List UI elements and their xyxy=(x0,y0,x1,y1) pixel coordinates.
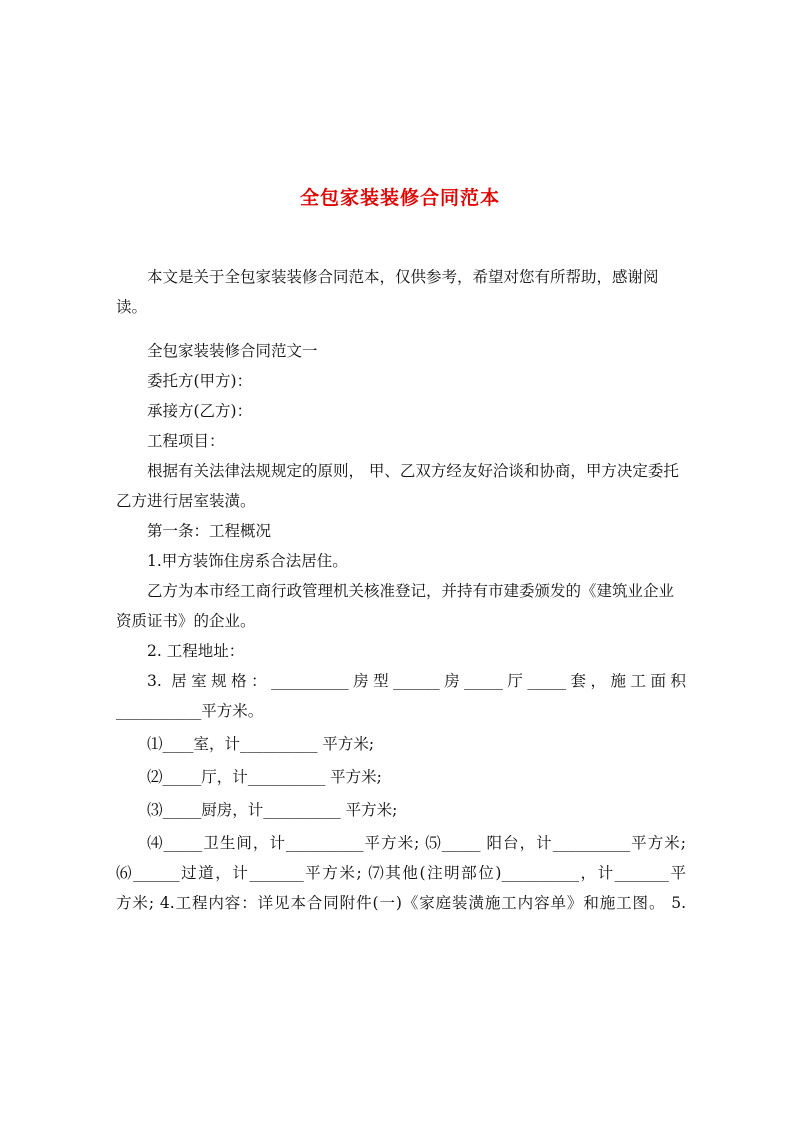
project-line: 工程项目： xyxy=(147,432,225,450)
room-6-7-line: ⑹______过道，计_______平方米; ⑺其他(注明部位)__________，计_______平 xyxy=(116,864,686,882)
intro-paragraph: 本文是关于全包家装装修合同范本，仅供参考，希望对您有所帮助，感谢阅读。 xyxy=(116,268,659,316)
room-3-line: ⑶_____厨房，计__________ 平方米; xyxy=(147,801,398,819)
preamble-paragraph: 根据有关法律法规规定的原则， 甲、乙双方经友好洽谈和协商，甲方决定委托乙方进行居室装潢。 xyxy=(116,462,679,510)
party-b-line: 承接方(乙方)： xyxy=(147,402,253,420)
item-2: 2. 工程地址： xyxy=(147,642,245,660)
party-a-line: 委托方(甲方)： xyxy=(147,372,253,390)
room-1-line: ⑴____室，计__________ 平方米; xyxy=(147,735,375,753)
license-paragraph: 乙方为本市经工商行政管理机关核准登记，并持有市建委颁发的《建筑业企业资质证书》的企业。 xyxy=(116,582,675,630)
item-1: 1.甲方装饰住房系合法居住。 xyxy=(147,552,348,570)
article-1-heading: 第一条：工程概况 xyxy=(147,522,272,540)
item-3-line-1: 3. 居室规格：__________房型______房_____厅_____套，施工面积 xyxy=(147,672,686,690)
sample-heading: 全包家装装修合同范文一 xyxy=(147,342,318,360)
item-3-line-2: ___________平方米。 xyxy=(116,702,264,720)
room-4-5-line: ⑷_____卫生间，计__________平方米; ⑸_____ 阳台，计__________平方米; xyxy=(147,834,686,852)
room-2-line: ⑵_____厅，计__________ 平方米; xyxy=(147,768,382,786)
document-title: 全包家装装修合同范本 xyxy=(299,187,500,209)
document-body xyxy=(116,262,686,918)
last-line: 方米; 4.工程内容：详见本合同附件(一)《家庭装潢施工内容单》和施工图。 5. xyxy=(116,894,686,912)
